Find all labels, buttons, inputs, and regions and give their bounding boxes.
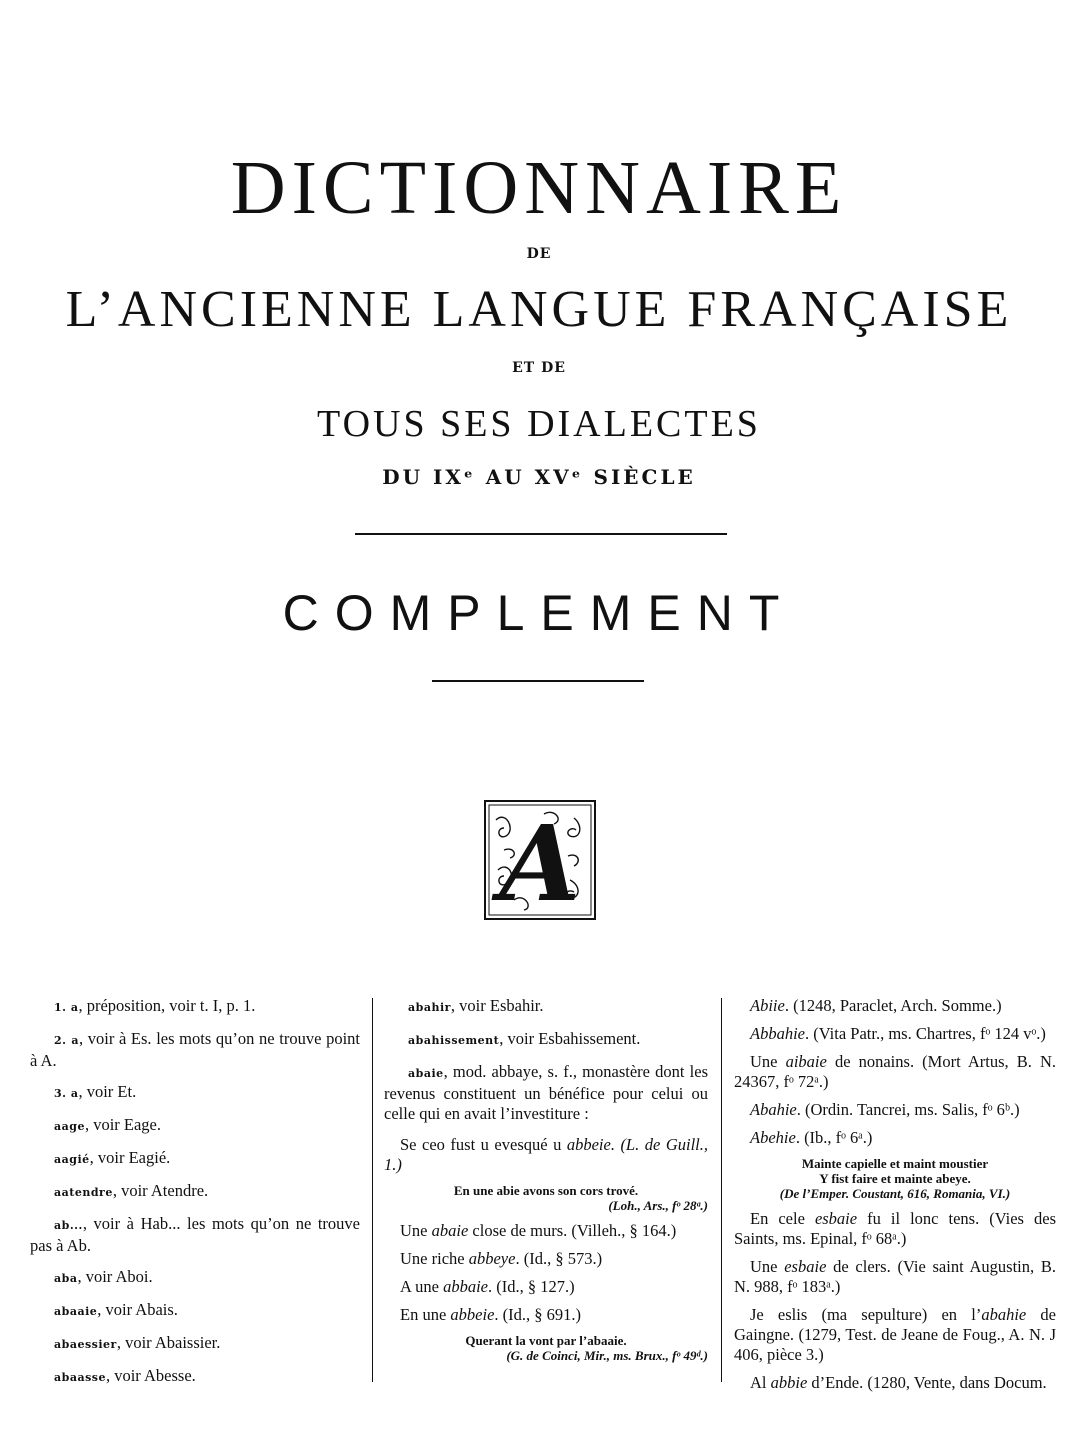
quoted-form: abbie bbox=[770, 1373, 808, 1392]
entry-text: , voir à Es. les mots qu’on ne trouve point à A. bbox=[30, 1029, 360, 1070]
quotation: Je eslis (ma sepulture) en l’abahie de Gaingne. (1279, Test. de Jeane de Foug., A. N. J 406, pièce 3.) bbox=[734, 1305, 1056, 1364]
column-2 bbox=[384, 996, 708, 1371]
variant-form: Abiie. (1248, Paraclet, Arch. Somme.) bbox=[750, 996, 1002, 1015]
entry-text: , mod. abbaye, s. f., monastère dont les revenus constituent un bénéfice pour celui ou celle qui en avait l’investiture : bbox=[384, 1062, 708, 1123]
verse-quotation: En une abie avons son cors trové. (Loh., Ars., fᵒ 28ᵃ.) bbox=[384, 1183, 708, 1213]
quoted-form: abbeie bbox=[450, 1305, 495, 1324]
column-1 bbox=[30, 996, 360, 1399]
quotation: En une abbeie. (Id., § 691.) bbox=[400, 1305, 581, 1324]
dictionary-entry bbox=[30, 1181, 360, 1203]
entry-text: , voir Eagié. bbox=[89, 1148, 171, 1167]
entry-headword: abaasse bbox=[54, 1371, 106, 1384]
dictionary-entry bbox=[30, 1366, 360, 1388]
entry-headword: 2. a bbox=[54, 1034, 79, 1047]
entry-text: , voir Esbahir. bbox=[450, 996, 544, 1015]
dictionary-entry bbox=[30, 1029, 360, 1071]
column-3 bbox=[734, 996, 1056, 1401]
entry-text: , voir Abais. bbox=[97, 1300, 178, 1319]
dictionary-entry bbox=[384, 996, 708, 1018]
entry-text: , voir Atendre. bbox=[112, 1181, 209, 1200]
dictionary-entry bbox=[30, 1300, 360, 1322]
quotation: Al abbie d’Ende. (1280, Vente, dans Docum. bbox=[750, 1373, 1047, 1392]
entry-headword: 1. a bbox=[54, 1001, 79, 1014]
variant-form: Abehie. (Ib., fᵒ 6ᵃ.) bbox=[750, 1128, 873, 1147]
entry-text: , voir Esbahissement. bbox=[499, 1029, 641, 1048]
quoted-form: abbeie bbox=[566, 1135, 611, 1154]
variant-form: Abahie. (Ordin. Tancrei, ms. Salis, fᵒ 6ᵇ.) bbox=[750, 1100, 1020, 1119]
dictionary-entry bbox=[384, 1062, 708, 1124]
dictionary-entry bbox=[384, 1029, 708, 1051]
entry-headword: aagié bbox=[54, 1153, 90, 1166]
quoted-form: Abahie bbox=[750, 1100, 797, 1119]
entry-headword: abahir bbox=[408, 1001, 451, 1014]
entry-text: , voir Et. bbox=[78, 1082, 137, 1101]
quotation-source: (G. de Coinci, Mir., ms. Brux., fᵒ 49ᵈ.) bbox=[506, 1348, 708, 1363]
quoted-form: abaie bbox=[431, 1221, 469, 1240]
quoted-form: esbaie bbox=[814, 1209, 858, 1228]
title-dialectes: TOUS SES DIALECTES bbox=[317, 403, 761, 445]
lettrine-letter: A bbox=[499, 802, 581, 920]
dictionary-entry bbox=[30, 1333, 360, 1355]
dictionary-entry bbox=[30, 1214, 360, 1256]
quotation: Une aibaie de nonains. (Mort Artus, B. N. 24367, fᵒ 72ᵃ.) bbox=[734, 1052, 1056, 1091]
entry-text: , voir Aboi. bbox=[77, 1267, 153, 1286]
entry-headword: abaaie bbox=[54, 1305, 98, 1318]
quotation: En cele esbaie fu il lonc tens. (Vies des Saints, ms. Epinal, fᵒ 68ᵃ.) bbox=[734, 1209, 1056, 1248]
dictionary-entry bbox=[30, 1115, 360, 1137]
entry-headword: abaie bbox=[408, 1067, 444, 1080]
variant-form: Abbahie. (Vita Patr., ms. Chartres, fᵒ 124 vᵒ.) bbox=[750, 1024, 1046, 1043]
quoted-form: Abehie bbox=[750, 1128, 796, 1147]
entry-headword: aage bbox=[54, 1120, 85, 1133]
entry-headword: aatendre bbox=[54, 1186, 113, 1199]
entry-headword: aba bbox=[54, 1272, 78, 1285]
ornamental-initial-a-icon bbox=[484, 800, 596, 920]
quoted-form: aibaie bbox=[785, 1052, 827, 1071]
dictionary-entry bbox=[30, 1082, 360, 1104]
entry-text: , voir Eage. bbox=[84, 1115, 162, 1134]
title-dictionnaire: DICTIONNAIRE bbox=[230, 146, 848, 230]
quoted-form: esbaie bbox=[784, 1257, 827, 1276]
title-divider bbox=[355, 533, 727, 535]
quotation-source: (Loh., Ars., fᵒ 28ᵃ.) bbox=[608, 1198, 708, 1213]
quotation: Une riche abbeye. (Id., § 573.) bbox=[400, 1249, 603, 1268]
quotation-source: . (L. de Guill., 1.) bbox=[384, 1135, 708, 1174]
entry-text: , voir à Hab... les mots qu’on ne trouve pas à Ab. bbox=[30, 1214, 360, 1255]
entry-headword: abahissement bbox=[408, 1034, 500, 1047]
quotation: Se ceo fust u evesqué u abbeie. (L. de Guill., 1.) bbox=[384, 1135, 708, 1174]
dictionary-entry bbox=[30, 1267, 360, 1289]
verse-quotation: Mainte capielle et maint moustier Y fist faire et mainte abeye. (De l’Emper. Coustant, 616, Romania, VI.) bbox=[779, 1156, 1011, 1201]
column-separator bbox=[721, 998, 722, 1382]
quotation: Une esbaie de clers. (Vie saint Augustin, B. N. 988, fᵒ 183ᵃ.) bbox=[734, 1257, 1056, 1296]
dictionary-entry bbox=[30, 996, 360, 1018]
quoted-form: abahie bbox=[981, 1305, 1027, 1324]
verse-quotation: Querant la vont par l’abaaie. (G. de Coinci, Mir., ms. Brux., fᵒ 49ᵈ.) bbox=[384, 1333, 708, 1363]
quoted-form: abbaie bbox=[443, 1277, 489, 1296]
title-et-de: ET DE bbox=[512, 360, 566, 376]
subtitle-divider bbox=[432, 680, 644, 682]
entry-text: , voir Abesse. bbox=[105, 1366, 196, 1385]
quotation: A une abbaie. (Id., § 127.) bbox=[400, 1277, 575, 1296]
dictionary-entry bbox=[30, 1148, 360, 1170]
quoted-form: Abiie bbox=[750, 996, 785, 1015]
title-period: DU IXᵉ AU XVᵉ SIÈCLE bbox=[382, 465, 696, 489]
entry-text: , voir Abaissier. bbox=[116, 1333, 221, 1352]
title-de: DE bbox=[526, 246, 552, 262]
column-separator bbox=[372, 998, 373, 1382]
entry-text: , préposition, voir t. I, p. 1. bbox=[78, 996, 256, 1015]
quoted-form: abbeye bbox=[468, 1249, 516, 1268]
entry-headword: ab... bbox=[54, 1219, 83, 1232]
quotation-source: (De l’Emper. Coustant, 616, Romania, VI.) bbox=[779, 1186, 1011, 1201]
subtitle-complement: COMPLEMENT bbox=[282, 585, 796, 641]
entry-headword: 3. a bbox=[54, 1087, 79, 1100]
entry-headword: abaessier bbox=[54, 1338, 117, 1351]
quoted-form: Abbahie bbox=[750, 1024, 805, 1043]
title-ancienne-langue: L’ANCIENNE LANGUE FRANÇAISE bbox=[65, 281, 1013, 338]
quotation: Une abaie close de murs. (Villeh., § 164.) bbox=[400, 1221, 677, 1240]
